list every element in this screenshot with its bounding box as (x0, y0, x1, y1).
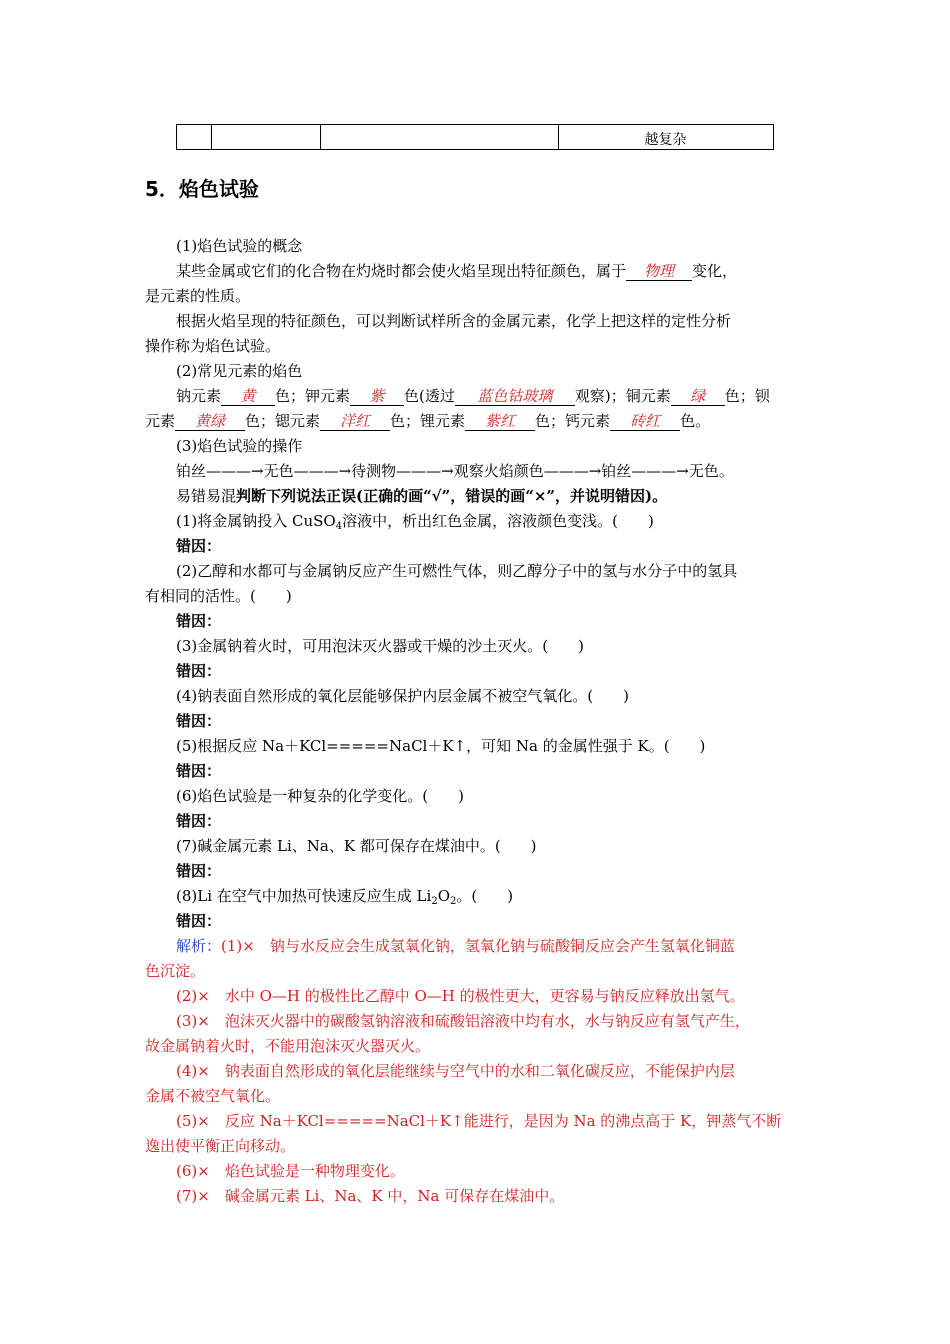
reason-label: 错因： (176, 862, 222, 880)
concept-paragraph-1-end: 是元素的性质。 (145, 287, 251, 305)
operation-heading: (3)焰色试验的操作 (176, 437, 303, 455)
concept-paragraph-2: 根据火焰呈现的特征颜色，可以判断试样所含的金属元素，化学上把这样的定性分析 (176, 312, 732, 330)
colors-heading: (2)常见元素的焰色 (176, 362, 303, 380)
concept-paragraph-1: 某些金属或它们的化合物在灼烧时都会使火焰呈现出特征颜色，属于 物理 变化， (176, 262, 738, 280)
reason-label: 错因： (176, 712, 222, 730)
analysis-1-end: 色沉淀。 (145, 962, 206, 980)
question-6: (6)焰色试验是一种复杂的化学变化。( ) (176, 787, 464, 805)
operation-flow: 铂丝———→无色———→待测物———→观察火焰颜色———→铂丝———→无色。 (176, 462, 734, 480)
analysis-3: (3)× 泡沫灭火器中的碳酸氢钠溶液和硫酸铝溶液中均有水，水与钠反应有氢气产生， (176, 1012, 750, 1030)
colors-line-1: 钠元素 黄 色；钾元素 紫 色(透过 蓝色钴玻璃 观察)；铜元素 绿 色；钡 (176, 387, 770, 405)
reason-label: 错因： (176, 612, 222, 630)
analysis-label: 解析： (176, 937, 222, 955)
analysis-7: (7)× 碱金属元素 Li、Na、K 中，Na 可保存在煤油中。 (176, 1187, 565, 1205)
question-2-end: 有相同的活性。( ) (145, 587, 292, 605)
reason-label: 错因： (176, 912, 222, 930)
analysis-5: (5)× 反应 Na＋KCl=====NaCl＋K↑能进行，是因为 Na 的沸点高于 K，钾蒸气不断 (176, 1112, 782, 1130)
question-5: (5)根据反应 Na＋KCl=====NaCl＋K↑，可知 Na 的金属性强于 K。( ) (176, 737, 706, 755)
analysis-5-end: 逸出使平衡正向移动。 (145, 1137, 296, 1155)
colors-line-2: 元素 黄绿 色；锶元素 洋红 色；锂元素 紫红 色；钙元素 砖红 色。 (145, 412, 711, 430)
reason-label: 错因： (176, 662, 222, 680)
answer-blank: 绿 (671, 387, 725, 406)
concept-heading: (1)焰色试验的概念 (176, 237, 303, 255)
reason-label: 错因： (176, 812, 222, 830)
question-8: (8)Li 在空气中加热可快速反应生成 $Li_2O_2$。( ) (176, 887, 514, 907)
answer-blank: 紫 (350, 387, 404, 406)
analysis-1: 解析：(1)× 钠与水反应会生成氢氧化钠，氢氧化钠与硫酸铜反应会产生氢氧化铜蓝 (176, 937, 735, 955)
judge-instruction: 易错易混判断下列说法正误(正确的画“√”，错误的画“×”，并说明错因)。 (176, 487, 668, 505)
analysis-4: (4)× 钠表面自然形成的氧化层能继续与空气中的水和二氧化碳反应，不能保护内层 (176, 1062, 735, 1080)
question-1: (1)将金属钠投入 CuSO$_4$溶液中，析出红色金属，溶液颜色变浅。( ) (176, 512, 654, 532)
analysis-2: (2)× 水中 O—H 的极性比乙醇中 O—H 的极性更大，更容易与钠反应释放出氢气。 (176, 987, 745, 1005)
table-divider (211, 125, 212, 149)
reason-label: 错因： (176, 537, 222, 555)
question-3: (3)金属钠着火时，可用泡沫灭火器或干燥的沙土灭火。( ) (176, 637, 584, 655)
reason-label: 错因： (176, 762, 222, 780)
analysis-3-end: 故金属钠着火时，不能用泡沫灭火器灭火。 (145, 1037, 431, 1055)
analysis-4-end: 金属不被空气氧化。 (145, 1087, 281, 1105)
concept-paragraph-2-end: 操作称为焰色试验。 (145, 337, 281, 355)
answer-blank: 蓝色钴玻璃 (455, 387, 575, 406)
table-divider (320, 125, 321, 149)
question-2: (2)乙醇和水都可与金属钠反应产生可燃性气体，则乙醇分子中的氢与水分子中的氢具 (176, 562, 738, 580)
table-cell: 越复杂 (644, 132, 687, 148)
answer-blank: 黄 (221, 387, 275, 406)
answer-blank: 紫红 (465, 412, 535, 431)
answer-blank: 砖红 (610, 412, 680, 431)
answer-blank: 黄绿 (175, 412, 245, 431)
answer-blank: 洋红 (320, 412, 390, 431)
analysis-6: (6)× 焰色试验是一种物理变化。 (176, 1162, 405, 1180)
question-4: (4)钠表面自然形成的氧化层能够保护内层金属不被空气氧化。( ) (176, 687, 629, 705)
section-title: 5．焰色试验 (145, 177, 259, 201)
table-row-fragment (176, 124, 774, 150)
question-7: (7)碱金属元素 Li、Na、K 都可保存在煤油中。( ) (176, 837, 537, 855)
answer-blank: 物理 (626, 262, 692, 281)
